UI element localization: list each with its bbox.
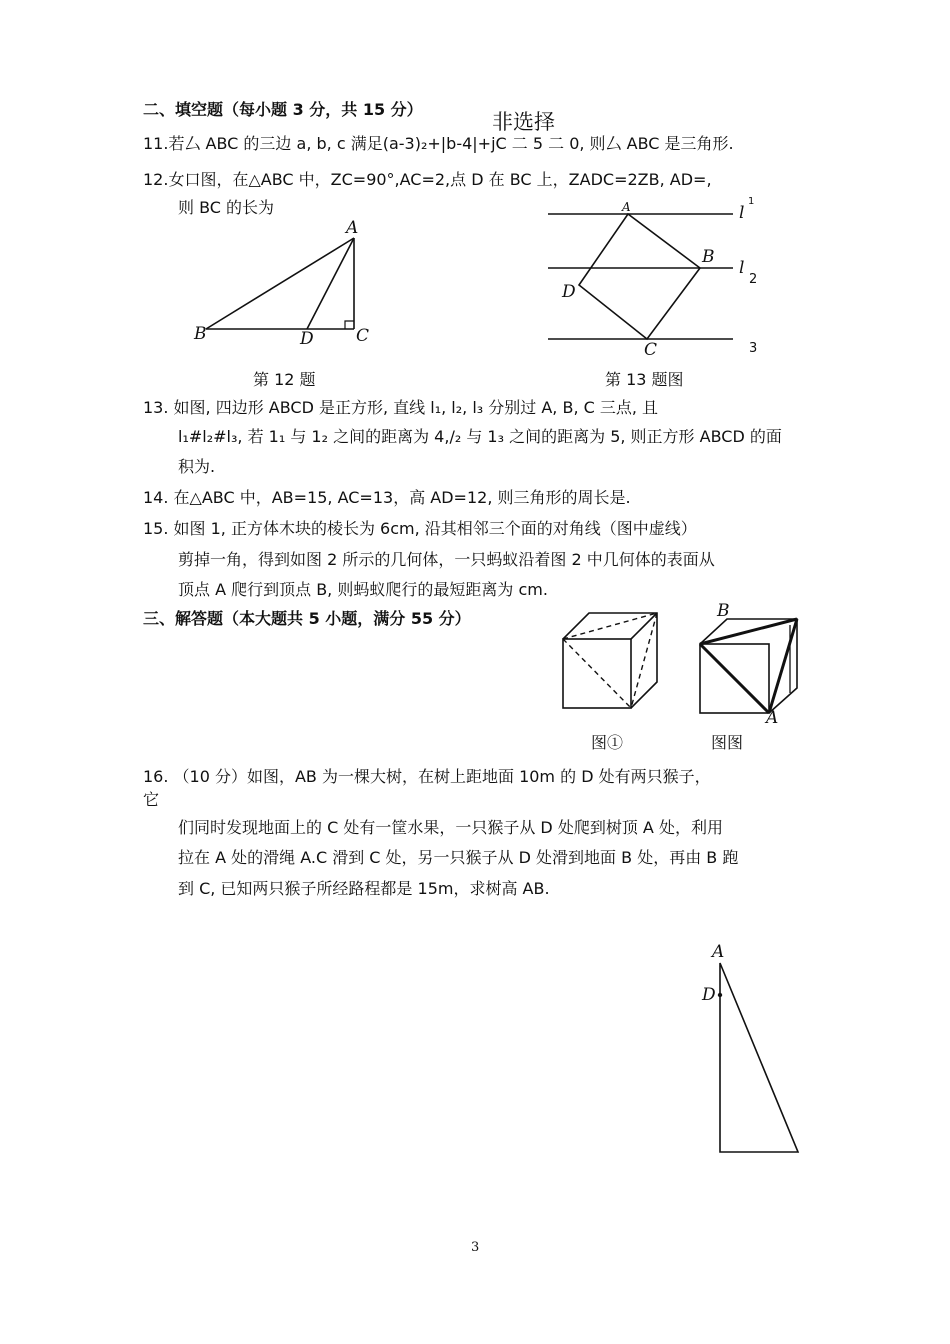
fig12-label-a: A xyxy=(346,218,359,238)
fig12-label-b: B xyxy=(194,324,207,344)
fig13-label-l2: l xyxy=(739,258,745,278)
question-16-line-1: 16. （10 分）如图，AB 为一棵大树，在树上距地面 10m 的 D 处有两只猴子， xyxy=(143,767,711,786)
question-13-line-2: l₁#l₂#l₃, 若 1₁ 与 1₂ 之间的距离为 4,/₂ 与 1₃ 之间的距离为 5, 则正方形 ABCD 的面 xyxy=(178,427,782,446)
fig15-caption-2: 图图 xyxy=(711,733,744,752)
question-15-line-2: 剪掉一角，得到如图 2 所示的几何体，一只蚂蚁沿着图 2 中几何体的表面从 xyxy=(178,550,715,569)
fig13-label-l3-sub: 3 xyxy=(749,341,758,356)
question-16-line-2: 们同时发现地面上的 C 处有一筐水果，一只猴子从 D 处爬到树顶 A 处，利用 xyxy=(178,818,723,837)
stamp-text: 非选择 xyxy=(492,110,555,134)
question-13-line-3: 积为. xyxy=(178,457,216,476)
fig13-label-d: D xyxy=(562,282,576,302)
fig13-square-abcd xyxy=(579,214,700,339)
page-number: 3 xyxy=(471,1240,480,1255)
question-13-line-1: 13. 如图, 四边形 ABCD 是正方形, 直线 l₁, l₂, l₃ 分别过 A, B, C 三点, 且 xyxy=(143,398,659,417)
cube-top-right-edge xyxy=(631,613,657,639)
solid-cut-edge-top xyxy=(700,619,797,644)
fig13-label-b: B xyxy=(702,247,715,267)
fig16-point-d xyxy=(719,994,722,997)
solid-front-face xyxy=(700,644,769,713)
solid-cut-edge-side xyxy=(769,619,797,713)
fig15-label-b: B xyxy=(717,601,730,621)
question-11: 11.若厶 ABC 的三边 a, b, c 满足(a-3)₂+|b-4|+jC 二 5 二 0, 则厶 ABC 是三角形. xyxy=(143,134,734,153)
cube-back-edges xyxy=(563,613,657,708)
question-15-line-3: 顶点 A 爬行到顶点 B, 则蚂蚁爬行的最短距离为 cm. xyxy=(178,580,548,599)
fig16-label-d: D xyxy=(702,985,716,1005)
fig13-label-top: A xyxy=(622,200,631,214)
fig12-label-c: C xyxy=(356,326,370,346)
question-15-line-1: 15. 如图 1, 正方体木块的棱长为 6cm, 沿其相邻三个面的对角线（图中虚线） xyxy=(143,519,697,538)
fig12-label-d: D xyxy=(300,329,314,349)
question-16-line-4: 到 C, 已知两只猴子所经路程都是 15m，求树高 AB. xyxy=(178,879,550,898)
fig15-caption-1: 图① xyxy=(591,733,624,752)
fig12-right-angle-mark xyxy=(345,321,354,329)
fig12-side-ab xyxy=(206,238,354,329)
fig13-label-c: C xyxy=(644,340,658,360)
solid-back-edges xyxy=(700,619,797,713)
cube-cut-diagonal-front xyxy=(563,639,631,708)
section-heading-solutions: 三、解答题（本大题共 5 小题，满分 55 分） xyxy=(143,609,471,628)
fig13-label-l1: l xyxy=(739,203,745,223)
cube-cut-diagonal-side xyxy=(631,613,657,708)
solid-cut-edge-front xyxy=(700,644,769,713)
cube-front-face xyxy=(563,639,631,708)
question-16-line-3: 拉在 A 处的滑绳 A.C 滑到 C 处，另一只猴子从 D 处滑到地面 B 处，再由 B 跑 xyxy=(178,848,739,867)
fig12-caption: 第 12 题 xyxy=(253,370,316,389)
cube-cut-diagonal-top xyxy=(563,613,657,639)
fig13-label-l2-sub: 2 xyxy=(749,272,758,287)
fig16-triangle-abc xyxy=(720,963,798,1152)
fig13-caption: 第 13 题图 xyxy=(605,370,684,389)
fig15-label-a: A xyxy=(766,708,779,728)
section-heading-fill-blank: 二、填空题（每小题 3 分，共 15 分） xyxy=(143,100,423,119)
fig13-label-l1-sub: 1 xyxy=(748,196,755,207)
question-12-line-2: 则 BC 的长为 xyxy=(178,198,275,217)
fig12-segment-ad xyxy=(307,238,354,329)
question-14: 14. 在△ABC 中，AB=15, AC=13，高 AD=12, 则三角形的周长是. xyxy=(143,488,631,507)
question-16-line-1-wrap: 它 xyxy=(143,790,160,809)
fig16-label-a: A xyxy=(712,942,725,962)
question-12-line-1: 12.女口图，在△ABC 中，ZC=90°,AC=2,点 D 在 BC 上，ZADC=2ZB, AD=, xyxy=(143,170,712,189)
